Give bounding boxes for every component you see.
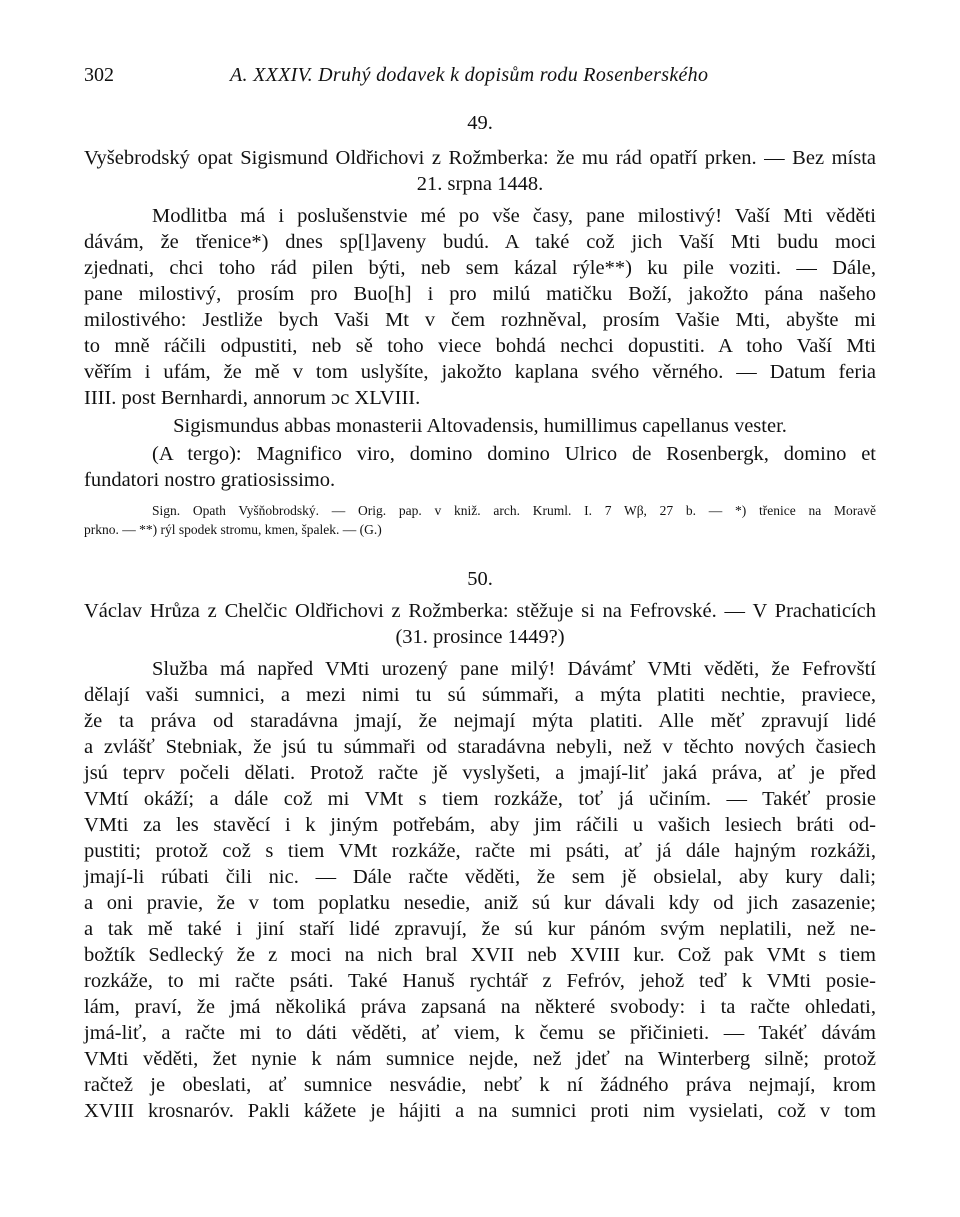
document-49-address-line: (A tergo): Magnifico viro, domino domino Ulrico de Rosenbergk, domino et bbox=[152, 443, 876, 465]
document-50-body-line: lám, praví, že jmá několiká práva zapsaná na některé svobody: i ta račte ohledati, bbox=[84, 996, 876, 1018]
document-50-body-line: že ta práva od staradávna jmají, že nejmají mýta platiti. Alle měť zpravují lidé bbox=[84, 710, 876, 732]
document-50-body-line: račtež je obeslati, ať sumnice nesvádie, nebť k ní žádného práva nejmají, krom bbox=[84, 1074, 876, 1096]
document-49-footnote-line: Sign. Opath Vyšňobrodský. — Orig. pap. v kniž. arch. Kruml. I. 7 Wβ, 27 b. — *) třenice na Moravě bbox=[152, 503, 876, 518]
running-title: A. XXXIV. Druhý dodavek k dopisům rodu Rosenberského bbox=[230, 64, 709, 86]
document-49-body-line: věřím i ufám, že mě v tom uslyšíte, jakožto kaplana svého věrného. — Datum feria bbox=[84, 361, 876, 383]
document-50-body-line: dělají vaši sumnici, a mezi nimi tu sú súmmaři, a mýta platiti nechtie, praviece, bbox=[84, 684, 876, 706]
document-50-body-line: VMtí okáží; a dále což mi VMt s tiem rozkáže, toť já učiním. — Takéť prosie bbox=[84, 788, 876, 810]
document-50-body-line: a tak mě také i jiní staří lidé zpravují, že sú kur pánóm svým neplatili, než ne- bbox=[84, 918, 876, 940]
document-49-body-line: Modlitba má i poslušenstvie mé po vše časy, pane milostivý! Vaší Mti věděti bbox=[152, 205, 876, 227]
document-50-body-line: a zvlášť Stebniak, že jsú tu súmmaři od staradávna nebyli, než v těchto nových časiech bbox=[84, 736, 876, 758]
document-50-heading-line: (31. prosince 1449?) bbox=[395, 626, 565, 648]
document-49-body-line: pane milostivý, prosím pro Buo[h] i pro milú matičku Boží, jakožto pána našeho bbox=[84, 283, 876, 305]
document-49-heading-line: 21. srpna 1448. bbox=[416, 173, 544, 195]
document-50-body-line: VMti věděti, žet nynie k nám sumnice nejde, než jdeť na Winterberg silně; protož bbox=[84, 1048, 876, 1070]
document-50-body-line: Služba má napřed VMti urozený pane milý! Dávámť VMti věděti, že Fefrovští bbox=[152, 658, 876, 680]
document-49-body-line: IIII. post Bernhardi, annorum ɔc XLVIII. bbox=[84, 387, 421, 409]
document-49-heading-line: Vyšebrodský opat Sigismund Oldřichovi z Rožmberka: že mu rád opatří prken. — Bez místa bbox=[84, 147, 876, 169]
document-49-address-line: fundatori nostro gratiosissimo. bbox=[84, 469, 336, 491]
document-49-footnote-line: prkno. — **) rýl spodek stromu, kmen, špalek. — (G.) bbox=[84, 522, 382, 537]
document-50-body-line: XVIII krosnaróv. Pakli kážete je hájiti a na sumnici proti nim vysielati, což v tom bbox=[84, 1100, 876, 1122]
page-number: 302 bbox=[84, 64, 114, 86]
document-49-body-line: milostivého: Jestliže bych Vaši Mt v čem rozhněval, prosím Vašie Mti, abyšte mi bbox=[84, 309, 876, 331]
document-49-signature: Sigismundus abbas monasterii Altovadensis, humillimus capellanus vester. bbox=[173, 415, 787, 437]
document-50-body-line: a oni pravie, že v tom poplatku nesedie, aniž sú kur dávali kdy od jich zasazenie; bbox=[84, 892, 876, 914]
document-49-body-line: dávám, že třenice*) dnes sp[l]aveny budú. A také což jich Vaší Mti budu moci bbox=[84, 231, 876, 253]
document-50-body-line: božtík Sedlecký že z moci na nich bral XVII neb XVIII kur. Což pak VMt s tiem bbox=[84, 944, 876, 966]
document-49-number: 49. bbox=[467, 112, 493, 134]
document-50-heading-line: Václav Hrůza z Chelčic Oldřichovi z Rožmberka: stěžuje si na Fefrovské. — V Prachaticích bbox=[84, 600, 876, 622]
document-50-number: 50. bbox=[467, 568, 493, 590]
document-50-body-line: VMti za les stavěcí i k jiným potřebám, aby jim ráčili u vašich lesiech bráti od- bbox=[84, 814, 876, 836]
document-49-body-line: zjednati, chci toho rád pilen býti, neb sem kázal rýle**) ku pile voziti. — Dále, bbox=[84, 257, 876, 279]
document-50-body-line: pustiti; protož což s tiem VMt rozkáže, račte mi psáti, ať já dále hajným rozkáži, bbox=[84, 840, 876, 862]
document-50-body-line: jmá-liť, a račte mi to dáti věděti, ať viem, k čemu se přičinieti. — Takéť dávám bbox=[84, 1022, 876, 1044]
document-50-body-line: rozkáže, to mi račte psáti. Také Hanuš rychtář z Fefróv, jehož teď k VMti posie- bbox=[84, 970, 876, 992]
document-49-body-line: to mně ráčili odpustiti, neb sě toho viece bohdá nechci dopustiti. A toho Vaší Mti bbox=[84, 335, 876, 357]
document-50-body-line: jmají-li rúbati čili nic. — Dále račte věděti, že sem jě obsielal, aby kury dali; bbox=[84, 866, 876, 888]
document-50-body-line: jsú teprv počeli dělati. Protož račte jě vyslyšeti, a jmají-liť jaká práva, ať je před bbox=[84, 762, 876, 784]
